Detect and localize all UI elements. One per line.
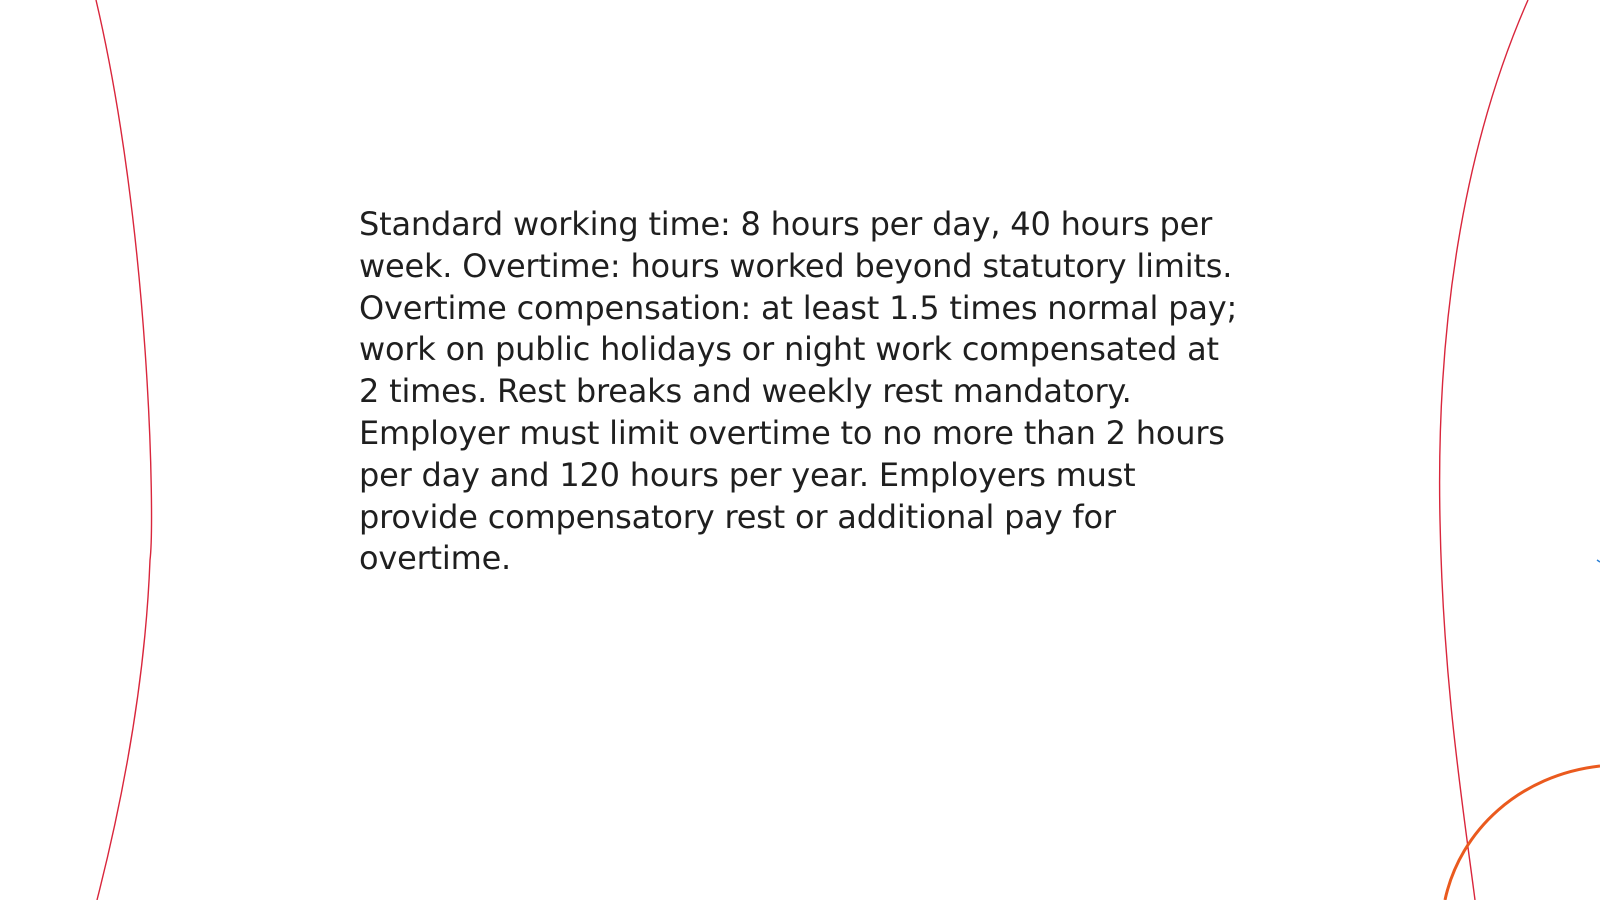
- accent-arc: [1445, 766, 1600, 900]
- right-curve-line: [1440, 0, 1528, 900]
- left-curve-line: [96, 0, 152, 900]
- body-text: Standard working time: 8 hours per day, 40 hours per week. Overtime: hours worked beyond statutory limits. Overtime compensation: at least 1.5 times normal pay; work on public holidays or night work compensated at 2 times. Rest breaks and weekly rest mandatory. Employer must limit overtime to no more than 2 hours per day and 120 hours per year. Employers must provide compensatory rest or additional pay for overtime.: [359, 205, 1238, 578]
